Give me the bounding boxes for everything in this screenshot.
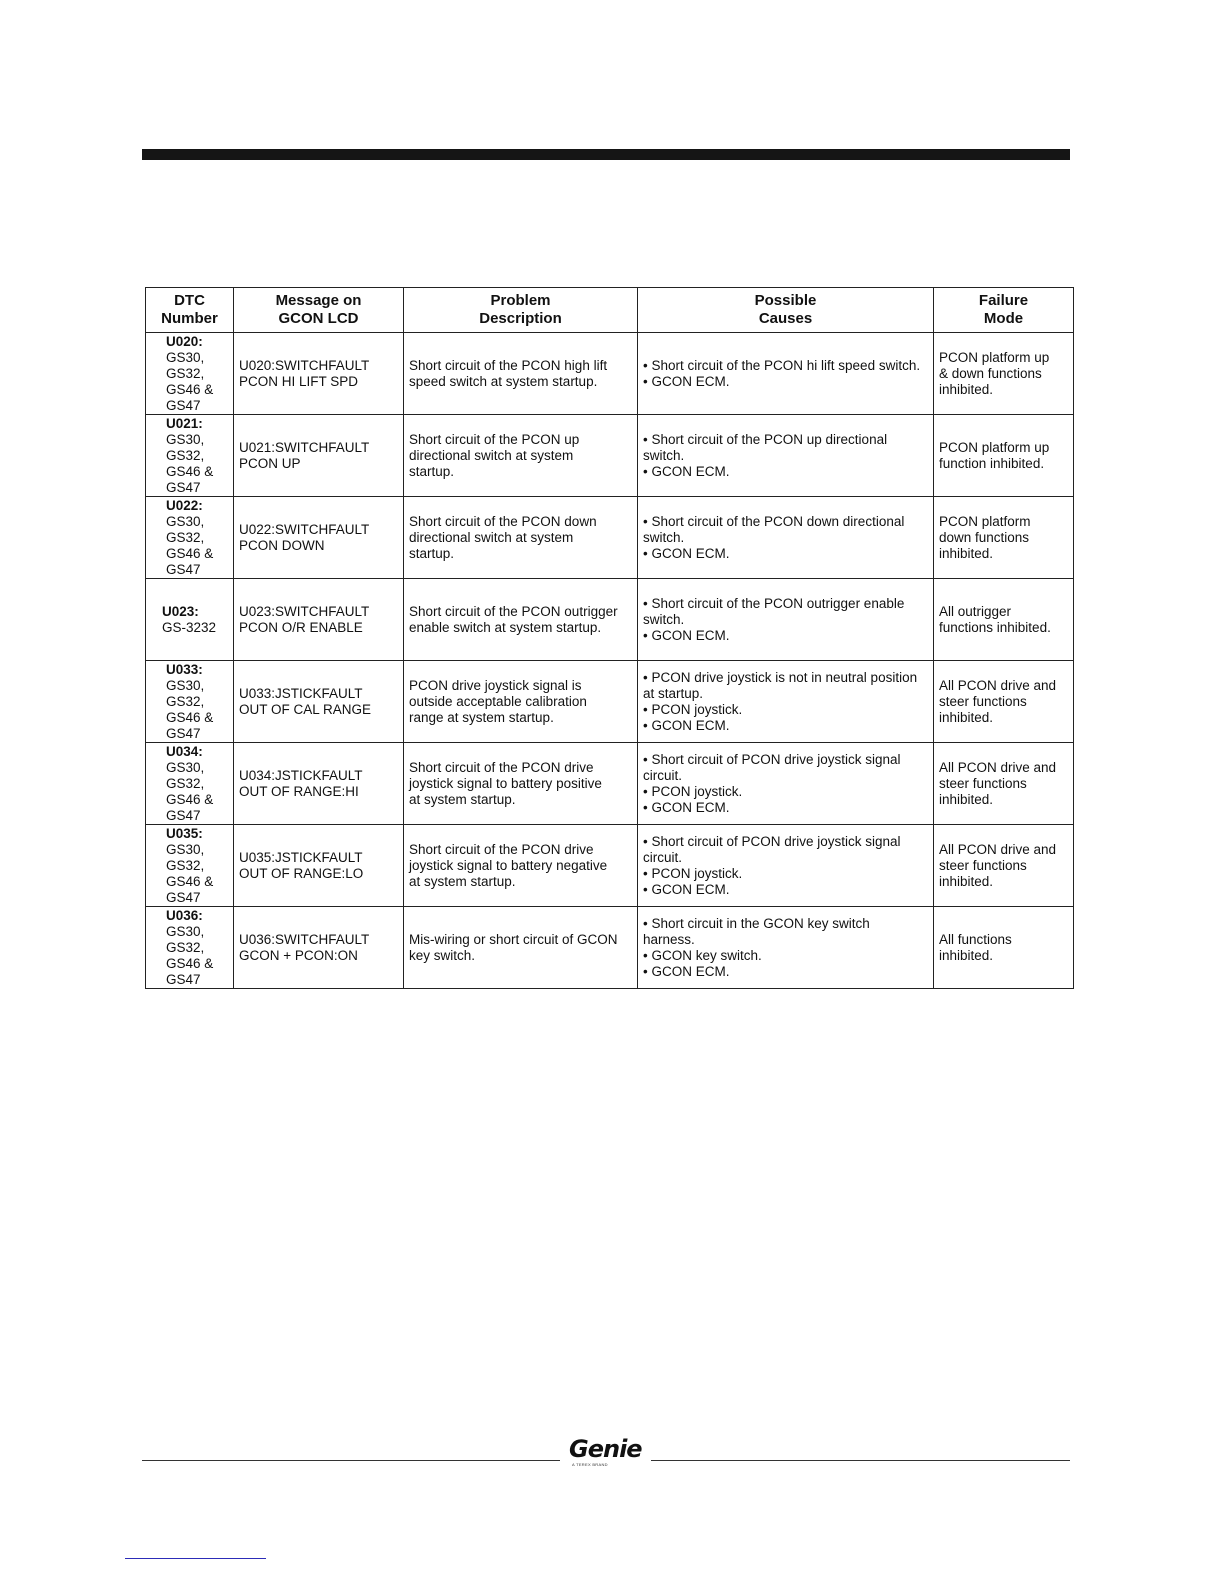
causes-cell: • Short circuit of the PCON down directional switch. • GCON ECM.	[638, 497, 934, 579]
dtc-code: U023:	[162, 603, 199, 619]
footer-rule-left	[142, 1460, 560, 1461]
dtc-models: GS30, GS32, GS46 & GS47	[166, 677, 214, 741]
dtc-code: U022:	[166, 497, 203, 513]
message-cell: U034:JSTICKFAULT OUT OF RANGE:HI	[234, 743, 404, 825]
message-cell: U035:JSTICKFAULT OUT OF RANGE:LO	[234, 825, 404, 907]
logo-tagline: A TEREX BRAND	[572, 1462, 608, 1467]
dtc-code: U033:	[166, 661, 203, 677]
causes-cell: • Short circuit of the PCON outrigger enable switch. • GCON ECM.	[638, 579, 934, 661]
table-row	[146, 579, 1074, 661]
logo-wordmark: Genie	[569, 1435, 642, 1463]
header-rule	[142, 149, 1070, 160]
dtc-models: GS30, GS32, GS46 & GS47	[166, 431, 214, 495]
causes-cell: • Short circuit in the GCON key switch harness. • GCON key switch. • GCON ECM.	[638, 907, 934, 989]
causes-cell: • Short circuit of PCON drive joystick signal circuit. • PCON joystick. • GCON ECM.	[638, 743, 934, 825]
failure-cell: PCON platform down functions inhibited.	[934, 497, 1074, 579]
causes-cell: • PCON drive joystick is not in neutral position at startup. • PCON joystick. • GCON ECM.	[638, 661, 934, 743]
failure-cell: All PCON drive and steer functions inhibited.	[934, 743, 1074, 825]
causes-cell: • Short circuit of the PCON up directional switch. • GCON ECM.	[638, 415, 934, 497]
dtc-cell	[146, 825, 234, 907]
problem-cell: Short circuit of the PCON drive joystick signal to battery positive at system startup.	[404, 743, 638, 825]
problem-cell: Short circuit of the PCON outrigger enable switch at system startup.	[404, 579, 638, 661]
dtc-cell	[146, 907, 234, 989]
problem-cell: Short circuit of the PCON high lift speed switch at system startup.	[404, 333, 638, 415]
causes-cell: • Short circuit of PCON drive joystick signal circuit. • PCON joystick. • GCON ECM.	[638, 825, 934, 907]
problem-cell: Short circuit of the PCON drive joystick signal to battery negative at system startup.	[404, 825, 638, 907]
table-header-row	[146, 288, 1074, 333]
header-dtc-number: DTC Number	[146, 288, 234, 333]
dtc-code: U021:	[166, 415, 203, 431]
dtc-models: GS30, GS32, GS46 & GS47	[166, 513, 214, 577]
problem-cell: Short circuit of the PCON up directional switch at system startup.	[404, 415, 638, 497]
header-causes: Possible Causes	[638, 288, 934, 333]
dtc-models: GS30, GS32, GS46 & GS47	[166, 841, 214, 905]
header-problem: Problem Description	[404, 288, 638, 333]
dtc-cell	[146, 579, 234, 661]
header-failure-mode: Failure Mode	[934, 288, 1074, 333]
dtc-cell	[146, 333, 234, 415]
dtc-models: GS30, GS32, GS46 & GS47	[166, 923, 214, 987]
dtc-models: GS-3232	[162, 619, 217, 635]
footer-link-underline	[125, 1558, 266, 1559]
failure-cell: All outrigger functions inhibited.	[934, 579, 1074, 661]
table-row	[146, 415, 1074, 497]
table-row	[146, 333, 1074, 415]
failure-cell: All PCON drive and steer functions inhibited.	[934, 661, 1074, 743]
table-row	[146, 661, 1074, 743]
message-cell: U020:SWITCHFAULT PCON HI LIFT SPD	[234, 333, 404, 415]
dtc-code: U020:	[166, 333, 203, 349]
header-message: Message on GCON LCD	[234, 288, 404, 333]
failure-cell: All functions inhibited.	[934, 907, 1074, 989]
dtc-table	[145, 287, 1074, 989]
footer-rule-right	[651, 1460, 1070, 1461]
message-cell: U022:SWITCHFAULT PCON DOWN	[234, 497, 404, 579]
problem-cell: Mis-wiring or short circuit of GCON key switch.	[404, 907, 638, 989]
message-cell: U023:SWITCHFAULT PCON O/R ENABLE	[234, 579, 404, 661]
dtc-cell	[146, 497, 234, 579]
table-row	[146, 907, 1074, 989]
failure-cell: All PCON drive and steer functions inhibited.	[934, 825, 1074, 907]
message-cell: U021:SWITCHFAULT PCON UP	[234, 415, 404, 497]
table-row	[146, 497, 1074, 579]
causes-cell: • Short circuit of the PCON hi lift speed switch. • GCON ECM.	[638, 333, 934, 415]
genie-logo	[569, 1436, 645, 1470]
message-cell: U036:SWITCHFAULT GCON + PCON:ON	[234, 907, 404, 989]
failure-cell: PCON platform up function inhibited.	[934, 415, 1074, 497]
problem-cell: Short circuit of the PCON down directional switch at system startup.	[404, 497, 638, 579]
table-row	[146, 825, 1074, 907]
dtc-models: GS30, GS32, GS46 & GS47	[166, 349, 214, 413]
dtc-code: U035:	[166, 825, 203, 841]
dtc-cell	[146, 743, 234, 825]
table-row	[146, 743, 1074, 825]
problem-cell: PCON drive joystick signal is outside acceptable calibration range at system startup.	[404, 661, 638, 743]
message-cell: U033:JSTICKFAULT OUT OF CAL RANGE	[234, 661, 404, 743]
dtc-code: U034:	[166, 743, 203, 759]
dtc-cell	[146, 661, 234, 743]
dtc-code: U036:	[166, 907, 203, 923]
failure-cell: PCON platform up & down functions inhibited.	[934, 333, 1074, 415]
dtc-models: GS30, GS32, GS46 & GS47	[166, 759, 214, 823]
dtc-cell	[146, 415, 234, 497]
